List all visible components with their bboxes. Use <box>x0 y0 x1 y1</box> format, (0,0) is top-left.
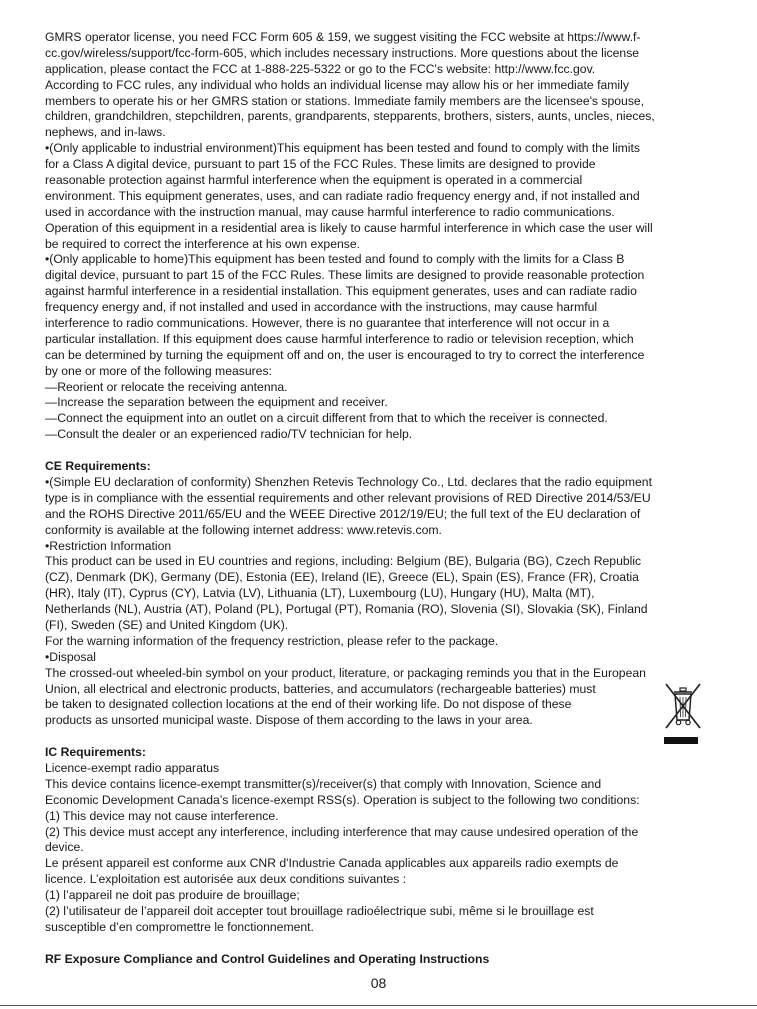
text-line: nephews, and in-laws. <box>45 125 166 140</box>
text-line: Licence-exempt radio apparatus <box>45 760 220 775</box>
page-number: 08 <box>370 975 387 991</box>
text-line: licence. L’exploitation est autorisée aux deux conditions suivantes : <box>45 872 407 887</box>
text-line: susceptible d’en compromettre le fonctionnement. <box>45 919 314 934</box>
text-line: Netherlands (NL), Austria (AT), Poland (PL), Portugal (PT), Romania (RO), Slovenia (SI), Slovakia (SK), Finland <box>45 602 648 617</box>
text-line: For the warning information of the frequency restriction, please refer to the package. <box>45 633 499 648</box>
text-line: —Consult the dealer or an experienced radio/TV technician for help. <box>45 427 413 442</box>
text-line: reasonable protection against harmful interference when the equipment is operated in a commercial <box>45 173 583 188</box>
crossed-out-wheeled-bin-icon <box>660 680 706 748</box>
text-line: •(Only applicable to industrial environment)This equipment has been tested and found to comply with the limits <box>45 141 640 156</box>
text-line: children, grandchildren, stepchildren, parents, grandparents, stepparents, brothers, sisters, aunts, uncles, nieces, <box>45 109 655 124</box>
text-line: •(Only applicable to home)This equipment has been tested and found to comply with the limits for a Class B <box>45 252 625 267</box>
text-line: Union, all electrical and electronic products, batteries, and accumulators (rechargeable batteries) must <box>45 681 596 696</box>
fcc-section <box>45 30 713 443</box>
text-line: (CZ), Denmark (DK), Germany (DE), Estonia (EE), Ireland (IE), Greece (EL), Spain (ES), France (FR), Croatia <box>45 570 639 585</box>
ce-section <box>45 459 713 729</box>
text-line: members to operate his or her GMRS station or stations. Immediate family members are the licensee's spouse, <box>45 93 645 108</box>
text-line: •(Simple EU declaration of conformity) Shenzhen Retevis Technology Co., Ltd. declares that the radio equipment <box>45 474 652 489</box>
text-line: —Reorient or relocate the receiving antenna. <box>45 379 288 394</box>
text-line: —Increase the separation between the equipment and receiver. <box>45 395 388 410</box>
text-line: cc.gov/wireless/support/fcc-form-605, which includes necessary instructions. More questions about the license <box>45 45 640 60</box>
text-line: against harmful interference in a residential installation. This equipment generates, uses and can radiate radio <box>45 284 637 299</box>
text-line: type is in compliance with the essential requirements and other relevant provisions of RED Directive 2014/53/EU <box>45 490 651 505</box>
text-line: digital device, pursuant to part 15 of the FCC Rules. These limits are designed to provide reasonable protection <box>45 268 645 283</box>
text-line: be required to correct the interference at his own expense. <box>45 236 361 251</box>
text-line: Operation of this equipment in a residential area is likely to cause harmful interference in which case the user will <box>45 220 653 235</box>
manual-page <box>45 30 713 968</box>
text-line: The crossed-out wheeled-bin symbol on your product, literature, or packaging reminds you that in the European <box>45 665 646 680</box>
text-line: —Connect the equipment into an outlet on a circuit different from that to which the receiver is connected. <box>45 411 608 426</box>
text-line: products as unsorted municipal waste. Dispose of them according to the laws in your area. <box>45 713 533 728</box>
text-line: application, please contact the FCC at 1-888-225-5322 or go to the FCC's website: http://www.fcc.gov. <box>45 61 596 76</box>
text-line: used in accordance with the instruction manual, may cause harmful interference to radio communications. <box>45 204 615 219</box>
text-line: (HR), Italy (IT), Cyprus (CY), Latvia (LV), Lithuania (LT), Luxembourg (LU), Hungary (HU), Malta (MT), <box>45 586 595 601</box>
text-line: environment. This equipment generates, uses, and can radiate radio frequency energy and, if not installed and <box>45 188 640 203</box>
text-line: This product can be used in EU countries and regions, including: Belgium (BE), Bulgaria (BG), Czech Republic <box>45 554 642 569</box>
ic-heading: IC Requirements: <box>45 745 146 760</box>
text-line: GMRS operator license, you need FCC Form 605 & 159, we suggest visiting the FCC website at https://www.f- <box>45 30 641 44</box>
text-line: frequency energy and, if not installed and used in accordance with the instructions, may cause harmful <box>45 300 598 315</box>
text-line: conformity is available at the following internet address: www.retevis.com. <box>45 522 442 537</box>
text-line: (2) l’utilisateur de l’appareil doit accepter tout brouillage radioélectrique subi, même si le brouillage est <box>45 903 594 918</box>
text-line: Economic Development Canada’s licence-exempt RSS(s). Operation is subject to the following two conditions: <box>45 792 640 807</box>
bottom-rule <box>0 1005 757 1006</box>
text-line: be taken to designated collection locations at the end of their working life. Do not dispose of these <box>45 697 572 712</box>
text-line: •Restriction Information <box>45 538 172 553</box>
text-line: by one or more of the following measures: <box>45 363 272 378</box>
text-line: (1) This device may not cause interference. <box>45 808 279 823</box>
text-line: (2) This device must accept any interference, including interference that may cause undesired operation of the <box>45 824 639 839</box>
text-line: and the ROHS Directive 2011/65/EU and the WEEE Directive 2012/19/EU; the full text of the EU declaration of <box>45 506 641 521</box>
text-line: particular installation. If this equipment does cause harmful interference to radio or television reception, which <box>45 331 634 346</box>
text-line: Le présent appareil est conforme aux CNR d'Industrie Canada applicables aux appareils radio exempts de <box>45 856 619 871</box>
text-line: interference to radio communications. However, there is no guarantee that interference will not occur in a <box>45 316 610 331</box>
text-line: According to FCC rules, any individual who holds an individual license may allow his or her immediate family <box>45 77 629 92</box>
rf-heading: RF Exposure Compliance and Control Guidelines and Operating Instructions <box>45 951 490 966</box>
text-line: •Disposal <box>45 649 97 664</box>
text-line: (FI), Sweden (SE) and United Kingdom (UK). <box>45 617 289 632</box>
text-line: device. <box>45 840 84 855</box>
text-line: can be determined by turning the equipment off and on, the user is encouraged to try to correct the interference <box>45 347 645 362</box>
text-line: This device contains licence-exempt transmitter(s)/receiver(s) that comply with Innovation, Science and <box>45 776 602 791</box>
text-line: for a Class A digital device, pursuant to part 15 of the FCC Rules. These limits are designed to provide <box>45 157 596 172</box>
text-line: (1) l’appareil ne doit pas produire de brouillage; <box>45 888 300 903</box>
ic-section <box>45 745 713 936</box>
ce-heading: CE Requirements: <box>45 459 151 474</box>
disposal-block <box>45 682 713 730</box>
